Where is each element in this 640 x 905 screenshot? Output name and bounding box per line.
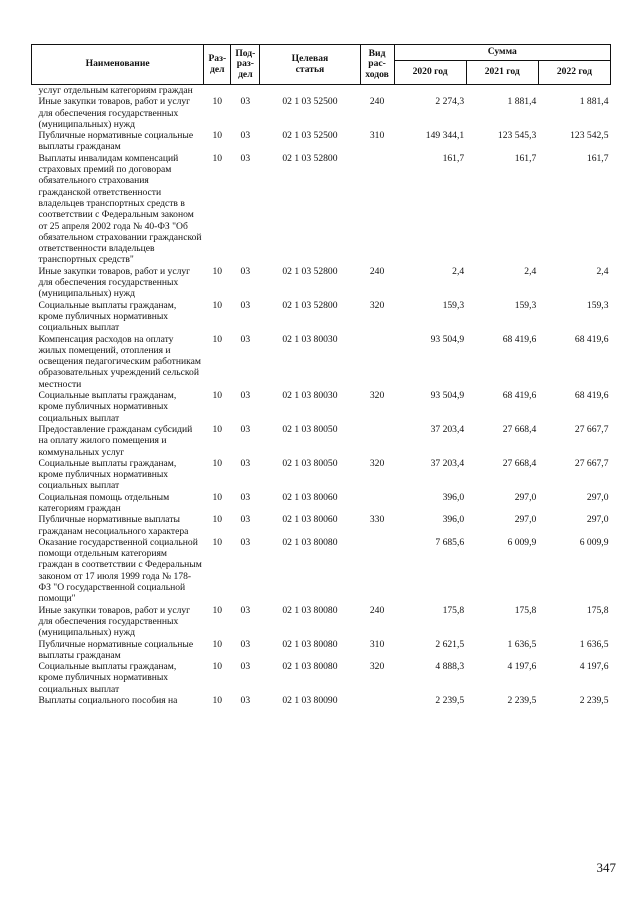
cell-name: Социальные выплаты гражданам, кроме публичных нормативных социальных выплат: [38, 661, 177, 695]
cell-vid: 320: [369, 457, 385, 469]
header-vid: Вид рас- ходов: [360, 45, 394, 85]
cell-name: Иные закупки товаров, работ и услуг для обеспечения государственных (муниципальных) нужд: [38, 265, 191, 300]
cell-2022: 27 667,7: [574, 423, 609, 435]
cell-razdel: [204, 85, 231, 97]
cell-2020: 2 621,5: [435, 638, 465, 650]
cell-podrazdel: 03: [240, 130, 251, 142]
cell-2022: 6 009,9: [579, 536, 609, 548]
cell-2022: 1 636,5: [579, 638, 609, 650]
cell-2022: 68 419,6: [574, 390, 609, 402]
cell-podrazdel: 03: [240, 457, 251, 469]
cell-razdel: 10: [212, 536, 223, 548]
cell-target: [260, 85, 360, 97]
header-year-2020: 2020 год: [394, 61, 466, 85]
cell-2022: [538, 85, 610, 97]
cell-vid: 330: [369, 514, 385, 526]
cell-target: 02 1 03 80080: [282, 661, 338, 673]
cell-razdel: 10: [212, 457, 223, 469]
cell-2020: 93 504,9: [430, 390, 465, 402]
cell-2021: 68 419,6: [502, 390, 537, 402]
cell-podrazdel: 03: [240, 96, 251, 108]
cell-name: Социальные выплаты гражданам, кроме публичных нормативных социальных выплат: [38, 457, 177, 492]
cell-2022: 68 419,6: [574, 333, 609, 345]
cell-vid: [360, 334, 394, 390]
cell-podrazdel: 03: [240, 423, 251, 435]
cell-2021: 159,3: [514, 299, 537, 311]
cell-target: 02 1 03 52500: [282, 130, 338, 142]
cell-2021: 27 668,4: [502, 457, 537, 469]
cell-name: Публичные нормативные социальные выплаты гражданам: [38, 130, 194, 153]
cell-2020: 7 685,6: [435, 536, 465, 548]
header-razdel: Раз- дел: [204, 45, 231, 85]
cell-2020: 2,4: [452, 265, 465, 277]
cell-2021: 68 419,6: [502, 333, 537, 345]
page-number: 347: [596, 860, 616, 875]
cell-name: услуг отдельным категориям граждан: [38, 85, 193, 96]
cell-vid: 310: [369, 638, 385, 650]
cell-podrazdel: 03: [240, 695, 251, 707]
cell-2022: 123 542,5: [570, 130, 609, 142]
cell-2022: 159,3: [586, 299, 609, 311]
header-sum: Сумма: [394, 45, 610, 61]
cell-2020: 2 274,3: [435, 96, 465, 108]
cell-name: Социальные выплаты гражданам, кроме публичных нормативных социальных выплат: [38, 390, 177, 424]
cell-name: Социальные выплаты гражданам, кроме публичных нормативных социальных выплат: [38, 299, 177, 334]
cell-2021: 123 545,3: [497, 130, 537, 142]
table-row: [32, 334, 611, 390]
cell-2022: 27 667,7: [574, 457, 609, 469]
cell-vid: 240: [369, 604, 385, 616]
cell-razdel: 10: [212, 604, 223, 616]
cell-vid: [360, 537, 394, 605]
table-row: [32, 153, 611, 266]
cell-podrazdel: 03: [240, 604, 251, 616]
cell-target: 02 1 03 52800: [282, 299, 338, 311]
cell-2020: 161,7: [442, 152, 465, 164]
cell-podrazdel: [231, 85, 260, 97]
cell-name: Оказание государственной социальной помощи отдельным категориям граждан в соответствии с Федеральным законом от 17 июля 1999 года № 178-ФЗ "О государственной социальной помощи": [38, 536, 202, 605]
cell-2020: 37 203,4: [430, 457, 465, 469]
cell-2022: 4 197,6: [579, 661, 609, 673]
cell-2020: 2 239,5: [435, 695, 465, 707]
table-row: [32, 458, 611, 492]
cell-name: Выплаты социального пособия на: [38, 695, 178, 707]
header-target: Целевая статья: [260, 45, 360, 85]
cell-2021: 175,8: [514, 604, 537, 616]
cell-podrazdel: 03: [240, 491, 251, 503]
cell-2020: 93 504,9: [430, 333, 465, 345]
cell-target: 02 1 03 80060: [282, 514, 338, 526]
cell-2021: 4 197,6: [507, 661, 537, 673]
table-row: [32, 266, 611, 300]
cell-podrazdel: 03: [240, 390, 251, 402]
cell-target: 02 1 03 80030: [282, 390, 338, 402]
cell-2020: 159,3: [442, 299, 465, 311]
cell-target: 02 1 03 80030: [282, 333, 338, 345]
cell-razdel: 10: [212, 299, 223, 311]
cell-razdel: 10: [212, 423, 223, 435]
header-podrazdel: Под- раз- дел: [231, 45, 260, 85]
table-row: [32, 130, 611, 153]
cell-2021: 1 636,5: [507, 638, 537, 650]
cell-razdel: 10: [212, 491, 223, 503]
cell-vid: [360, 153, 394, 266]
table-row: [32, 605, 611, 639]
table-body: [32, 85, 611, 707]
cell-name: Публичные нормативные выплаты гражданам несоциального характера: [38, 514, 189, 537]
cell-2021: 1 881,4: [507, 96, 537, 108]
cell-razdel: 10: [212, 265, 223, 277]
table-row: [32, 639, 611, 662]
cell-podrazdel: 03: [240, 514, 251, 526]
table-row: [32, 492, 611, 515]
cell-podrazdel: 03: [240, 152, 251, 164]
cell-2020: 37 203,4: [430, 423, 465, 435]
cell-podrazdel: 03: [240, 299, 251, 311]
cell-target: 02 1 03 80080: [282, 638, 338, 650]
cell-target: 02 1 03 80050: [282, 423, 338, 435]
table-row: [32, 390, 611, 424]
cell-podrazdel: 03: [240, 333, 251, 345]
cell-2022: 2,4: [596, 265, 609, 277]
cell-2021: 297,0: [514, 514, 537, 526]
cell-vid: [360, 492, 394, 515]
table-row: [32, 537, 611, 605]
cell-2021: 2,4: [524, 265, 537, 277]
cell-podrazdel: 03: [240, 536, 251, 548]
cell-razdel: 10: [212, 333, 223, 345]
cell-2021: 6 009,9: [507, 536, 537, 548]
cell-target: 02 1 03 52800: [282, 265, 338, 277]
cell-2022: 175,8: [586, 604, 609, 616]
cell-razdel: 10: [212, 661, 223, 673]
cell-2021: 161,7: [514, 152, 537, 164]
cell-podrazdel: 03: [240, 265, 251, 277]
cell-name: Иные закупки товаров, работ и услуг для обеспечения государственных (муниципальных) нужд: [38, 604, 191, 639]
cell-razdel: 10: [212, 514, 223, 526]
cell-vid: 240: [369, 96, 385, 108]
table-row: [32, 300, 611, 334]
cell-vid: [360, 424, 394, 458]
cell-2020: 149 344,1: [425, 130, 465, 142]
budget-table: [31, 44, 611, 706]
cell-razdel: 10: [212, 130, 223, 142]
cell-target: 02 1 03 80060: [282, 491, 338, 503]
cell-name: Иные закупки товаров, работ и услуг для обеспечения государственных (муниципальных) нужд: [38, 96, 191, 130]
cell-2022: 2 239,5: [579, 695, 609, 707]
cell-razdel: 10: [212, 390, 223, 402]
cell-name: Публичные нормативные социальные выплаты гражданам: [38, 638, 194, 661]
table-header: [32, 45, 611, 85]
cell-name: Компенсация расходов на оплату жилых помещений, отопления и освещения педагогическим работникам образовательных учреждений сельской местности: [38, 333, 201, 390]
cell-razdel: 10: [212, 96, 223, 108]
cell-2020: 4 888,3: [435, 661, 465, 673]
cell-2020: 175,8: [442, 604, 465, 616]
cell-razdel: 10: [212, 638, 223, 650]
cell-2021: 27 668,4: [502, 423, 537, 435]
cell-razdel: 10: [212, 695, 223, 707]
cell-target: 02 1 03 80050: [282, 457, 338, 469]
cell-podrazdel: 03: [240, 661, 251, 673]
cell-vid: 310: [369, 130, 385, 142]
cell-2022: 297,0: [586, 491, 609, 503]
cell-podrazdel: 03: [240, 638, 251, 650]
cell-target: 02 1 03 80080: [282, 536, 338, 548]
cell-target: 02 1 03 52800: [282, 152, 338, 164]
cell-2022: 1 881,4: [579, 96, 609, 108]
cell-2020: 396,0: [442, 491, 465, 503]
table-row: [32, 424, 611, 458]
cell-name: Выплаты инвалидам компенсаций страховых премий по договорам обязательного страхования гражданской ответственности владельцев транспортных средств в соответствии с Федеральным законом от 25 апреля 2002 года № 40-ФЗ "Об обязательном страховании гражданской ответственности владельцев транспортных средств": [38, 152, 202, 266]
header-name: Наименование: [32, 45, 204, 85]
cell-vid: 240: [369, 265, 385, 277]
cell-2022: 297,0: [586, 514, 609, 526]
header-year-2021: 2021 год: [466, 61, 538, 85]
table-row: [32, 514, 611, 537]
table-row: [32, 695, 611, 706]
cell-2021: 297,0: [514, 491, 537, 503]
cell-2020: 396,0: [442, 514, 465, 526]
table-row: [32, 96, 611, 130]
cell-name: Социальная помощь отдельным категориям граждан: [38, 491, 170, 514]
table-row: [32, 85, 611, 97]
cell-target: 02 1 03 80080: [282, 604, 338, 616]
cell-vid: [360, 695, 394, 706]
cell-2022: 161,7: [586, 152, 609, 164]
cell-vid: 320: [369, 390, 385, 402]
cell-2021: 2 239,5: [507, 695, 537, 707]
cell-vid: 320: [369, 299, 385, 311]
cell-target: 02 1 03 80090: [282, 695, 338, 707]
cell-name: Предоставление гражданам субсидий на оплату жилого помещения и коммунальных услуг: [38, 423, 193, 458]
header-year-2022: 2022 год: [538, 61, 610, 85]
cell-2020: [394, 85, 466, 97]
cell-target: 02 1 03 52500: [282, 96, 338, 108]
table-row: [32, 661, 611, 695]
cell-vid: 320: [369, 661, 385, 673]
cell-vid: [360, 85, 394, 97]
cell-2021: [466, 85, 538, 97]
cell-razdel: 10: [212, 152, 223, 164]
